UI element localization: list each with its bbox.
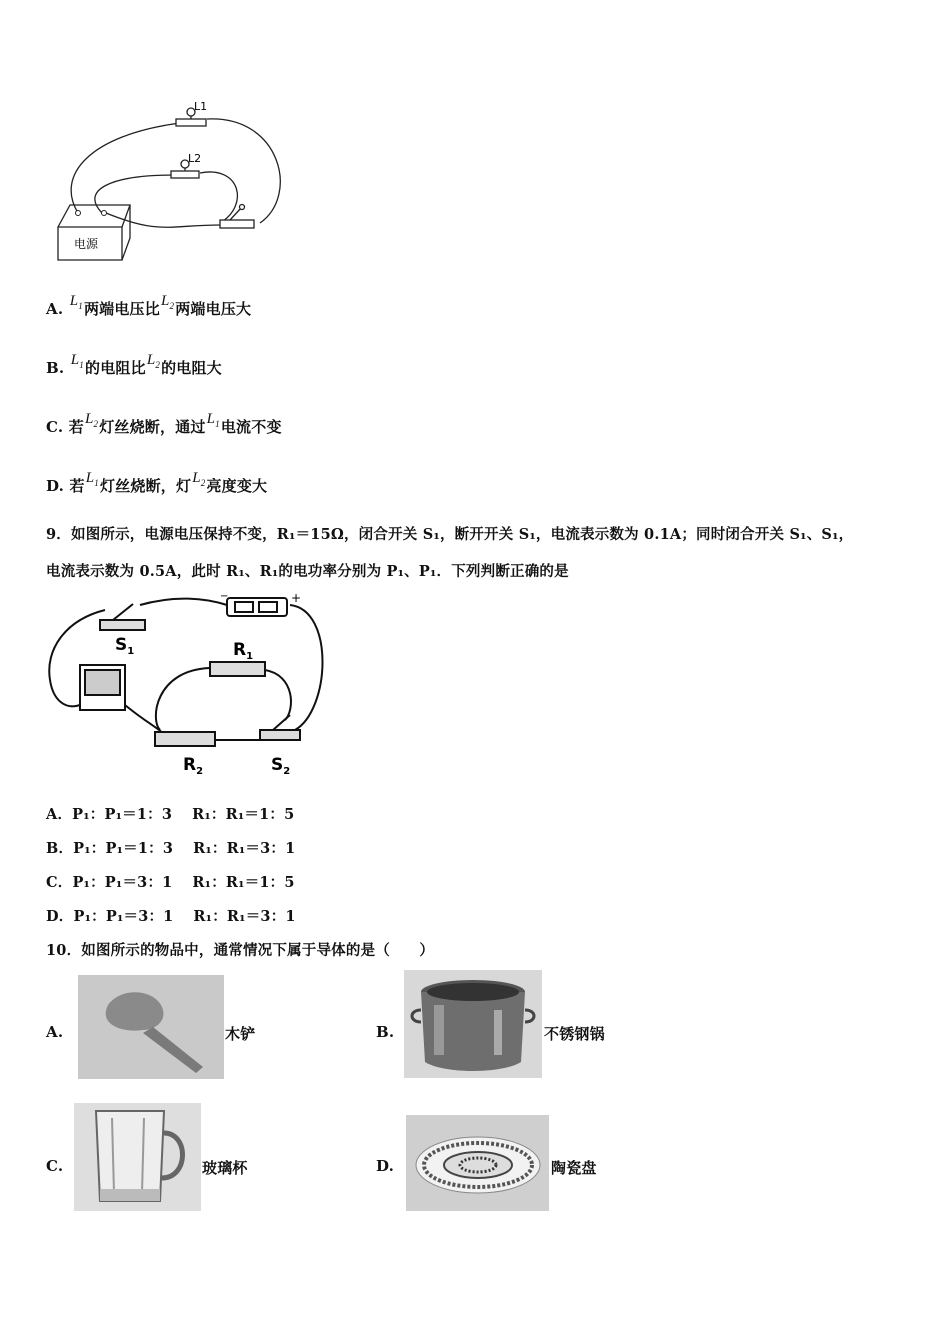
q10-option-b-text: 不锈钢锅 <box>544 1025 605 1043</box>
q9-option-a: A．P₁：P₁＝1：3 R₁：R₁＝1：5 <box>46 806 295 823</box>
steel-pot-photo <box>404 970 542 1078</box>
q9-circuit-diagram <box>45 590 335 780</box>
q8-option-b: B. $L_1$的电阻比$L_2$的电阻大 <box>46 352 222 377</box>
q10-option-c-text: 玻璃杯 <box>202 1159 248 1177</box>
q9-option-c: C．P₁：P₁＝3：1 R₁：R₁＝1：5 <box>46 874 295 891</box>
q10-option-a-letter: A. <box>46 1023 64 1041</box>
q8-option-c: C. 若$L_2$灯丝烧断，通过$L_1$电流不变 <box>46 411 282 436</box>
q9-stem-line1: 9．如图所示，电源电压保持不变，R₁＝15Ω，闭合开关 S₁，断开开关 S₁，电流表示数为 0.1A；同时闭合开关 S₁、S₁， <box>46 526 854 543</box>
svg-text:R1: $R_1$ <box>233 640 254 662</box>
q9-stem-line2: 电流表示数为 0.5A，此时 R₁、R₁的电功率分别为 P₁、P₁．下列判断正确的是 <box>46 563 569 580</box>
q9-option-d: D．P₁：P₁＝3：1 R₁：R₁＝3：1 <box>46 908 296 925</box>
svg-text:−: − <box>220 591 229 602</box>
svg-text:S1: $S_1$ <box>115 635 135 657</box>
s1-label: S <box>115 635 128 655</box>
wooden-spatula-photo <box>78 975 224 1079</box>
ceramic-plate-photo <box>406 1115 549 1211</box>
lamp2-label: L2 <box>188 152 202 165</box>
q8-option-a: A. $L_1$两端电压比$L_2$两端电压大 <box>46 293 252 318</box>
r2-label: R <box>183 755 197 775</box>
power-label: 电源 <box>74 237 99 251</box>
r1-label: R <box>233 640 247 660</box>
q10-option-d-letter: D. <box>376 1157 395 1175</box>
q8-circuit-diagram <box>50 95 300 265</box>
lamp1-label: L1 <box>194 100 208 113</box>
svg-text:S2: $S_2$ <box>271 755 291 777</box>
q10-option-b-letter: B. <box>376 1023 395 1041</box>
q10-stem: 10．如图所示的物品中，通常情况下属于导体的是（ ） <box>46 942 435 959</box>
q8-option-d: D. 若$L_1$灯丝烧断，灯$L_2$亮度变大 <box>46 470 268 495</box>
svg-text:R2: $R_2$ <box>183 755 204 777</box>
q10-option-d-text: 陶瓷盘 <box>551 1159 597 1177</box>
s2-label: S <box>271 755 284 775</box>
q10-option-a-text: 木铲 <box>225 1025 256 1043</box>
svg-text:+: + <box>291 591 302 605</box>
q10-option-c-letter: C. <box>46 1157 64 1175</box>
q9-option-b: B．P₁：P₁＝1：3 R₁：R₁＝3：1 <box>46 840 296 857</box>
glass-mug-photo <box>74 1103 201 1211</box>
